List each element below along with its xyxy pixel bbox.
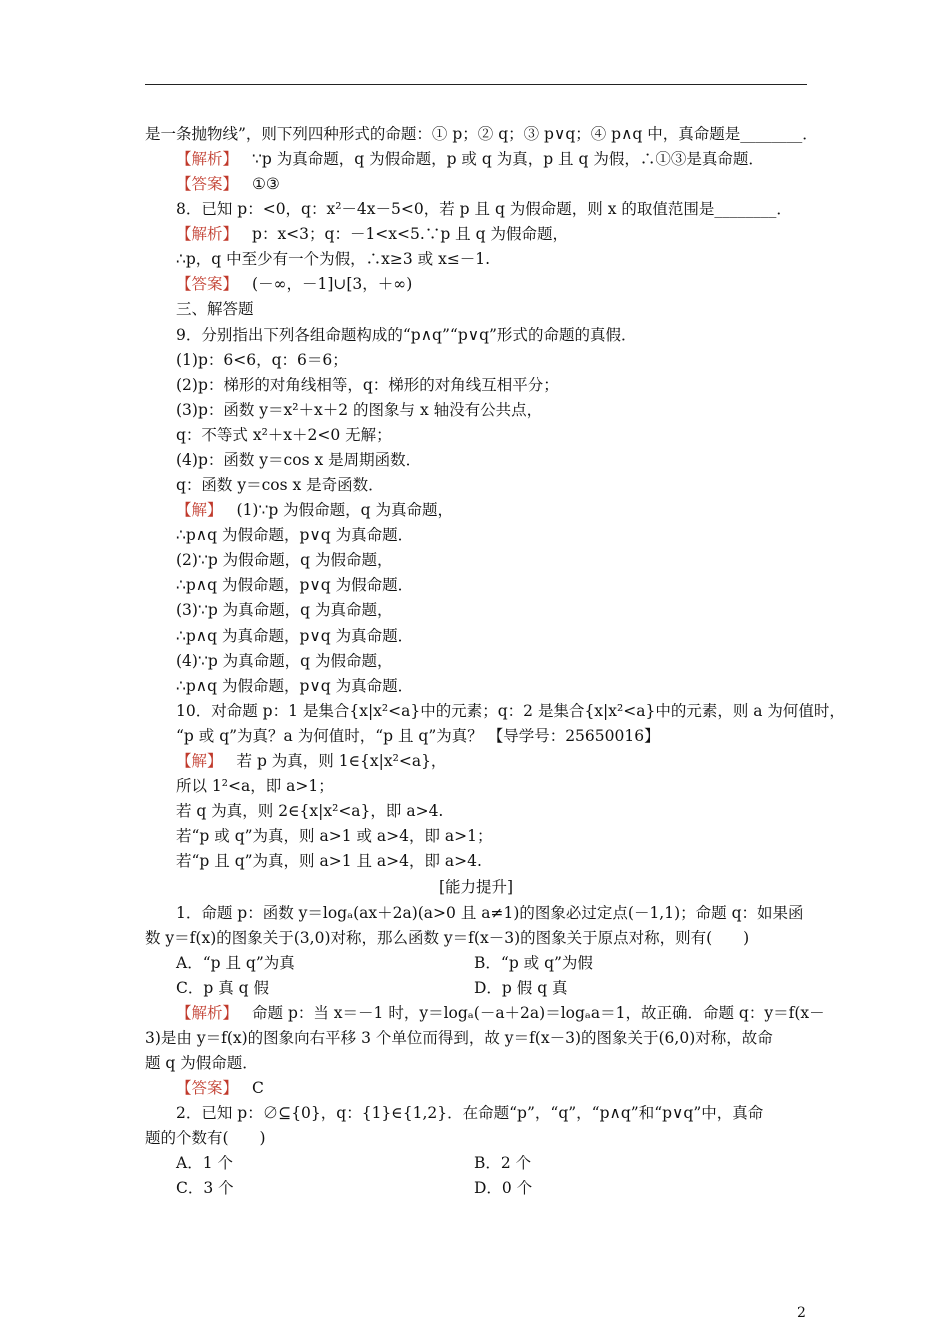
text-line: 2．已知 p：∅⊆{0}，q：{1}∈{1,2}．在命题“p”，“q”，“p∧q”和“p∨q”中，真命 xyxy=(176,1104,764,1122)
text-line: 数 y＝f(x)的图象关于(3,0)对称，那么函数 y＝f(x－3)的图象关于原点对称，则有( ) xyxy=(145,929,750,947)
text-line: ∴p∧q 为假命题，p∨q 为真命题． xyxy=(176,677,414,695)
choice-c: C．p 真 q 假 xyxy=(176,979,269,997)
text-line: q：函数 y＝cos x 是奇函数． xyxy=(176,476,384,494)
choice-c: C．3 个 xyxy=(176,1179,234,1197)
text-line: (2)∵p 为假命题，q 为假命题， xyxy=(176,551,393,569)
text-line: (2)p：梯形的对角线相等，q：梯形的对角线互相平分； xyxy=(176,376,559,394)
analysis-tag: 【解析】 xyxy=(176,225,239,243)
text-line: 9．分别指出下列各组命题构成的“p∧q”“p∨q”形式的命题的真假． xyxy=(176,326,637,344)
solution-tag: 【解】 xyxy=(176,752,223,770)
text-line: 【解析】 p：x<3；q：－1<x<5.∵p 且 q 为假命题， xyxy=(176,225,568,243)
text-line: 是一条抛物线”，则下列四种形式的命题：① p；② q；③ p∨q；④ p∧q 中，真命题是________． xyxy=(145,125,818,143)
text-line: 1．命题 p：函数 y＝logₐ(ax＋2a)(a>0 且 a≠1)的图象必过定点(－1,1)；命题 q：如果函 xyxy=(176,904,804,922)
text-line: 若“p 且 q”为真，则 a>1 且 a>4，即 a>4. xyxy=(176,852,482,870)
answer-tag: 【答案】 xyxy=(176,175,239,193)
text-line: ∴p∧q 为假命题，p∨q 为假命题． xyxy=(176,576,414,594)
choice-a: A．1 个 xyxy=(176,1154,233,1172)
choice-d: D．0 个 xyxy=(474,1179,533,1197)
text-line: 【答案】 (－∞，－1]∪[3，＋∞) xyxy=(176,275,413,293)
choice-a: A．“p 且 q”为真 xyxy=(176,954,295,972)
text-line: q：不等式 x²＋x＋2<0 无解； xyxy=(176,426,392,444)
choice-d: D．p 假 q 真 xyxy=(474,979,568,997)
text-line: (1)p：6<6，q：6＝6； xyxy=(176,351,348,369)
page-number: 2 xyxy=(797,1305,806,1321)
solution-tag: 【解】 xyxy=(176,501,223,519)
text-line: ∴p∧q 为假命题，p∨q 为真命题． xyxy=(176,526,414,544)
text-line: ∴p∧q 为真命题，p∨q 为真命题． xyxy=(176,627,414,645)
text-line: (3)∵p 为真命题，q 为真命题， xyxy=(176,601,393,619)
text-line: (4)∵p 为真命题，q 为假命题， xyxy=(176,652,393,670)
text-line: 【解析】 命题 p：当 x＝－1 时，y＝logₐ(－a＋2a)＝logₐa＝1，故正确．命题 q：y＝f(x－ xyxy=(176,1004,825,1022)
text-line: ∴p，q 中至少有一个为假，∴x≥3 或 x≤－1. xyxy=(176,250,491,268)
text-line: 3)是由 y＝f(x)的图象向右平移 3 个单位而得到，故 y＝f(x－3)的图象关于(6,0)对称，故命 xyxy=(145,1029,773,1047)
text-line: 若“p 或 q”为真，则 a>1 或 a>4，即 a>1； xyxy=(176,827,493,845)
text-line: 题的个数有( ) xyxy=(145,1129,266,1147)
text-line: 10．对命题 p：1 是集合{x|x²<a}中的元素；q：2 是集合{x|x²<a}中的元素，则 a 为何值时， xyxy=(176,702,845,720)
text-line: 【答案】 ①③ xyxy=(176,175,280,193)
text-line: 【解】 若 p 为真，则 1∈{x|x²<a}， xyxy=(176,752,447,770)
analysis-tag: 【解析】 xyxy=(176,1004,239,1022)
text-line: (4)p：函数 y＝cos x 是周期函数． xyxy=(176,451,422,469)
choice-b: B．“p 或 q”为假 xyxy=(474,954,593,972)
text-line: (3)p：函数 y＝x²＋x＋2 的图象与 x 轴没有公共点， xyxy=(176,401,543,419)
text-line: 【解析】 ∵p 为真命题，q 为假命题，p 或 q 为真，p 且 q 为假，∴①③是真命题． xyxy=(176,150,764,168)
text-line: 若 q 为真，则 2∈{x|x²<a}，即 a>4. xyxy=(176,802,444,820)
analysis-tag: 【解析】 xyxy=(176,150,239,168)
choice-b: B．2 个 xyxy=(474,1154,532,1172)
text-line: 8．已知 p：<0，q：x²－4x－5<0，若 p 且 q 为假命题，则 x 的取值范围是________． xyxy=(176,200,792,218)
text-line: 【答案】 C xyxy=(176,1079,264,1097)
text-line: “p 或 q”为真？a 为何值时，“p 且 q”为真？ 【导学号：25650016】 xyxy=(176,727,660,745)
text-line: 题 q 为假命题． xyxy=(145,1054,258,1072)
answer-tag: 【答案】 xyxy=(176,275,239,293)
section-heading: 三、解答题 xyxy=(176,300,254,318)
section-heading: [能力提升] xyxy=(438,878,514,896)
text-line: 所以 1²<a，即 a>1； xyxy=(176,777,334,795)
header-rule xyxy=(145,84,807,85)
text-line: 【解】 (1)∵p 为假命题，q 为真命题， xyxy=(176,501,454,519)
answer-tag: 【答案】 xyxy=(176,1079,239,1097)
